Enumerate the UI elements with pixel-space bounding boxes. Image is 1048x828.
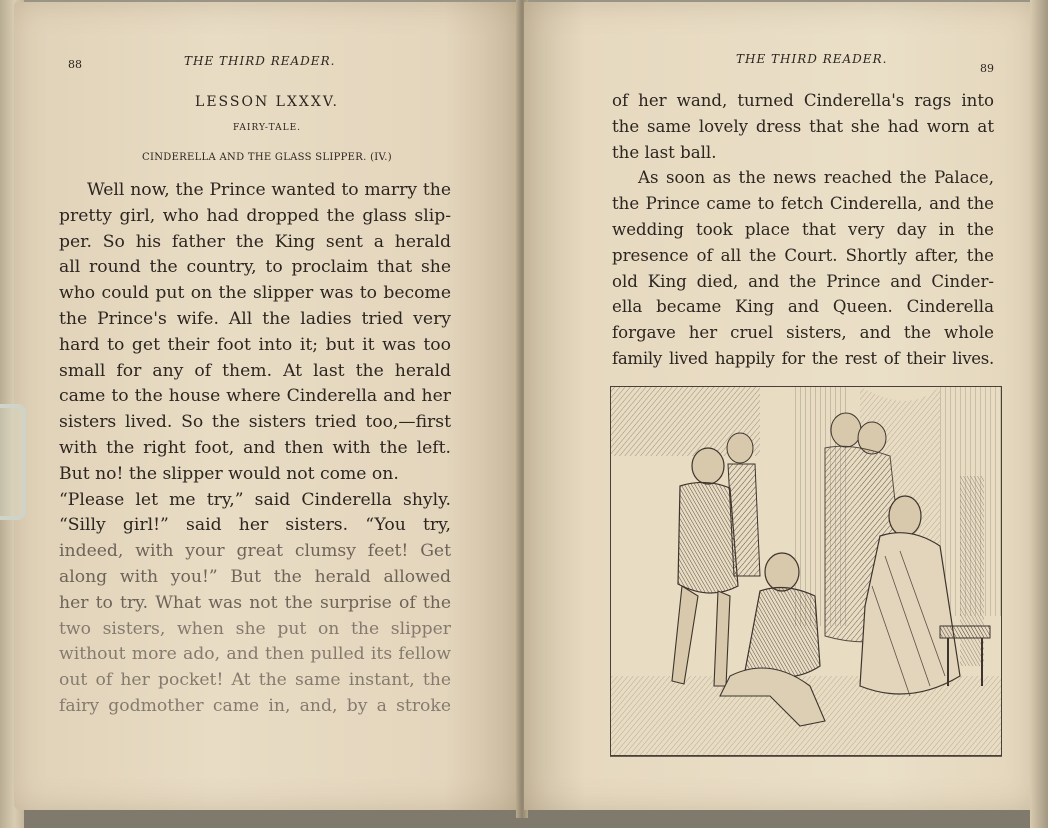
text-line: pretty girl, who had dropped the glass slip-	[59, 205, 451, 226]
text-line: along with you!” But the herald allowed	[59, 566, 451, 587]
lesson-subtitle: FAIRY-TALE.	[232, 123, 302, 133]
lesson-title: LESSON LXXXV.	[195, 94, 339, 110]
book-fore-edge	[1030, 0, 1048, 828]
text-line: fairy godmother came in, and, by a stroke	[59, 695, 451, 716]
text-line: forgave her cruel sisters, and the whole	[612, 323, 994, 343]
right-page-number: 89	[980, 62, 994, 75]
text-line: who could put on the slipper was to become	[59, 283, 451, 304]
page-clip	[0, 404, 26, 520]
engraving-illustration	[610, 386, 1002, 757]
left-running-head: THE THIRD READER.	[184, 54, 336, 68]
left-page-number: 88	[68, 58, 82, 71]
left-page-text	[59, 178, 451, 720]
text-line: of her wand, turned Cinderella's rags into	[612, 91, 994, 110]
text-line: two sisters, when she put on the slipper	[59, 618, 451, 639]
text-line: the Prince's wife. All the ladies tried very	[59, 308, 451, 329]
text-line: hard to get their foot into it; but it was too	[59, 334, 451, 355]
text-line: out of her pocket! At the same instant, the	[59, 670, 451, 691]
text-line: the same lovely dress that she had worn at	[612, 116, 994, 136]
story-title: CINDERELLA AND THE GLASS SLIPPER. (IV.)	[142, 152, 392, 163]
text-line: As soon as the news reached the Palace,	[638, 168, 994, 188]
text-line: all round the country, to proclaim that she	[59, 257, 451, 278]
text-line: old King died, and the Prince and Cinder-	[612, 271, 994, 291]
text-line: with the right foot, and then with the left.	[59, 437, 451, 458]
text-line: “Please let me try,” said Cinderella shyly.	[59, 489, 451, 510]
right-running-head: THE THIRD READER.	[736, 52, 888, 66]
text-line: came to the house where Cinderella and her	[59, 386, 451, 407]
text-line: Well now, the Prince wanted to marry the	[87, 180, 451, 200]
text-line: per. So his father the King sent a herald	[59, 231, 451, 252]
text-line: ella became King and Queen. Cinderella	[612, 297, 994, 317]
text-line: indeed, with your great clumsy feet! Get	[59, 541, 451, 562]
text-line: the last ball.	[612, 142, 717, 162]
right-page	[524, 2, 1036, 810]
text-line: small for any of them. At last the herald	[59, 360, 451, 381]
text-line: without more ado, and then pulled its fellow	[59, 644, 451, 665]
text-line: the Prince came to fetch Cinderella, and the	[612, 194, 994, 214]
text-line: sisters lived. So the sisters tried too,—first	[59, 412, 451, 433]
text-line: her to try. What was not the surprise of the	[59, 592, 451, 613]
left-page	[14, 2, 520, 810]
text-line: family lived happily for the rest of their lives.	[612, 348, 994, 368]
text-line: “Silly girl!” said her sisters. “You try,	[59, 515, 451, 536]
text-line: But no! the slipper would not come on.	[59, 463, 399, 484]
text-line: wedding took place that very day in the	[612, 219, 994, 239]
right-page-text	[612, 88, 994, 372]
text-line: presence of all the Court. Shortly after, the	[612, 245, 994, 265]
